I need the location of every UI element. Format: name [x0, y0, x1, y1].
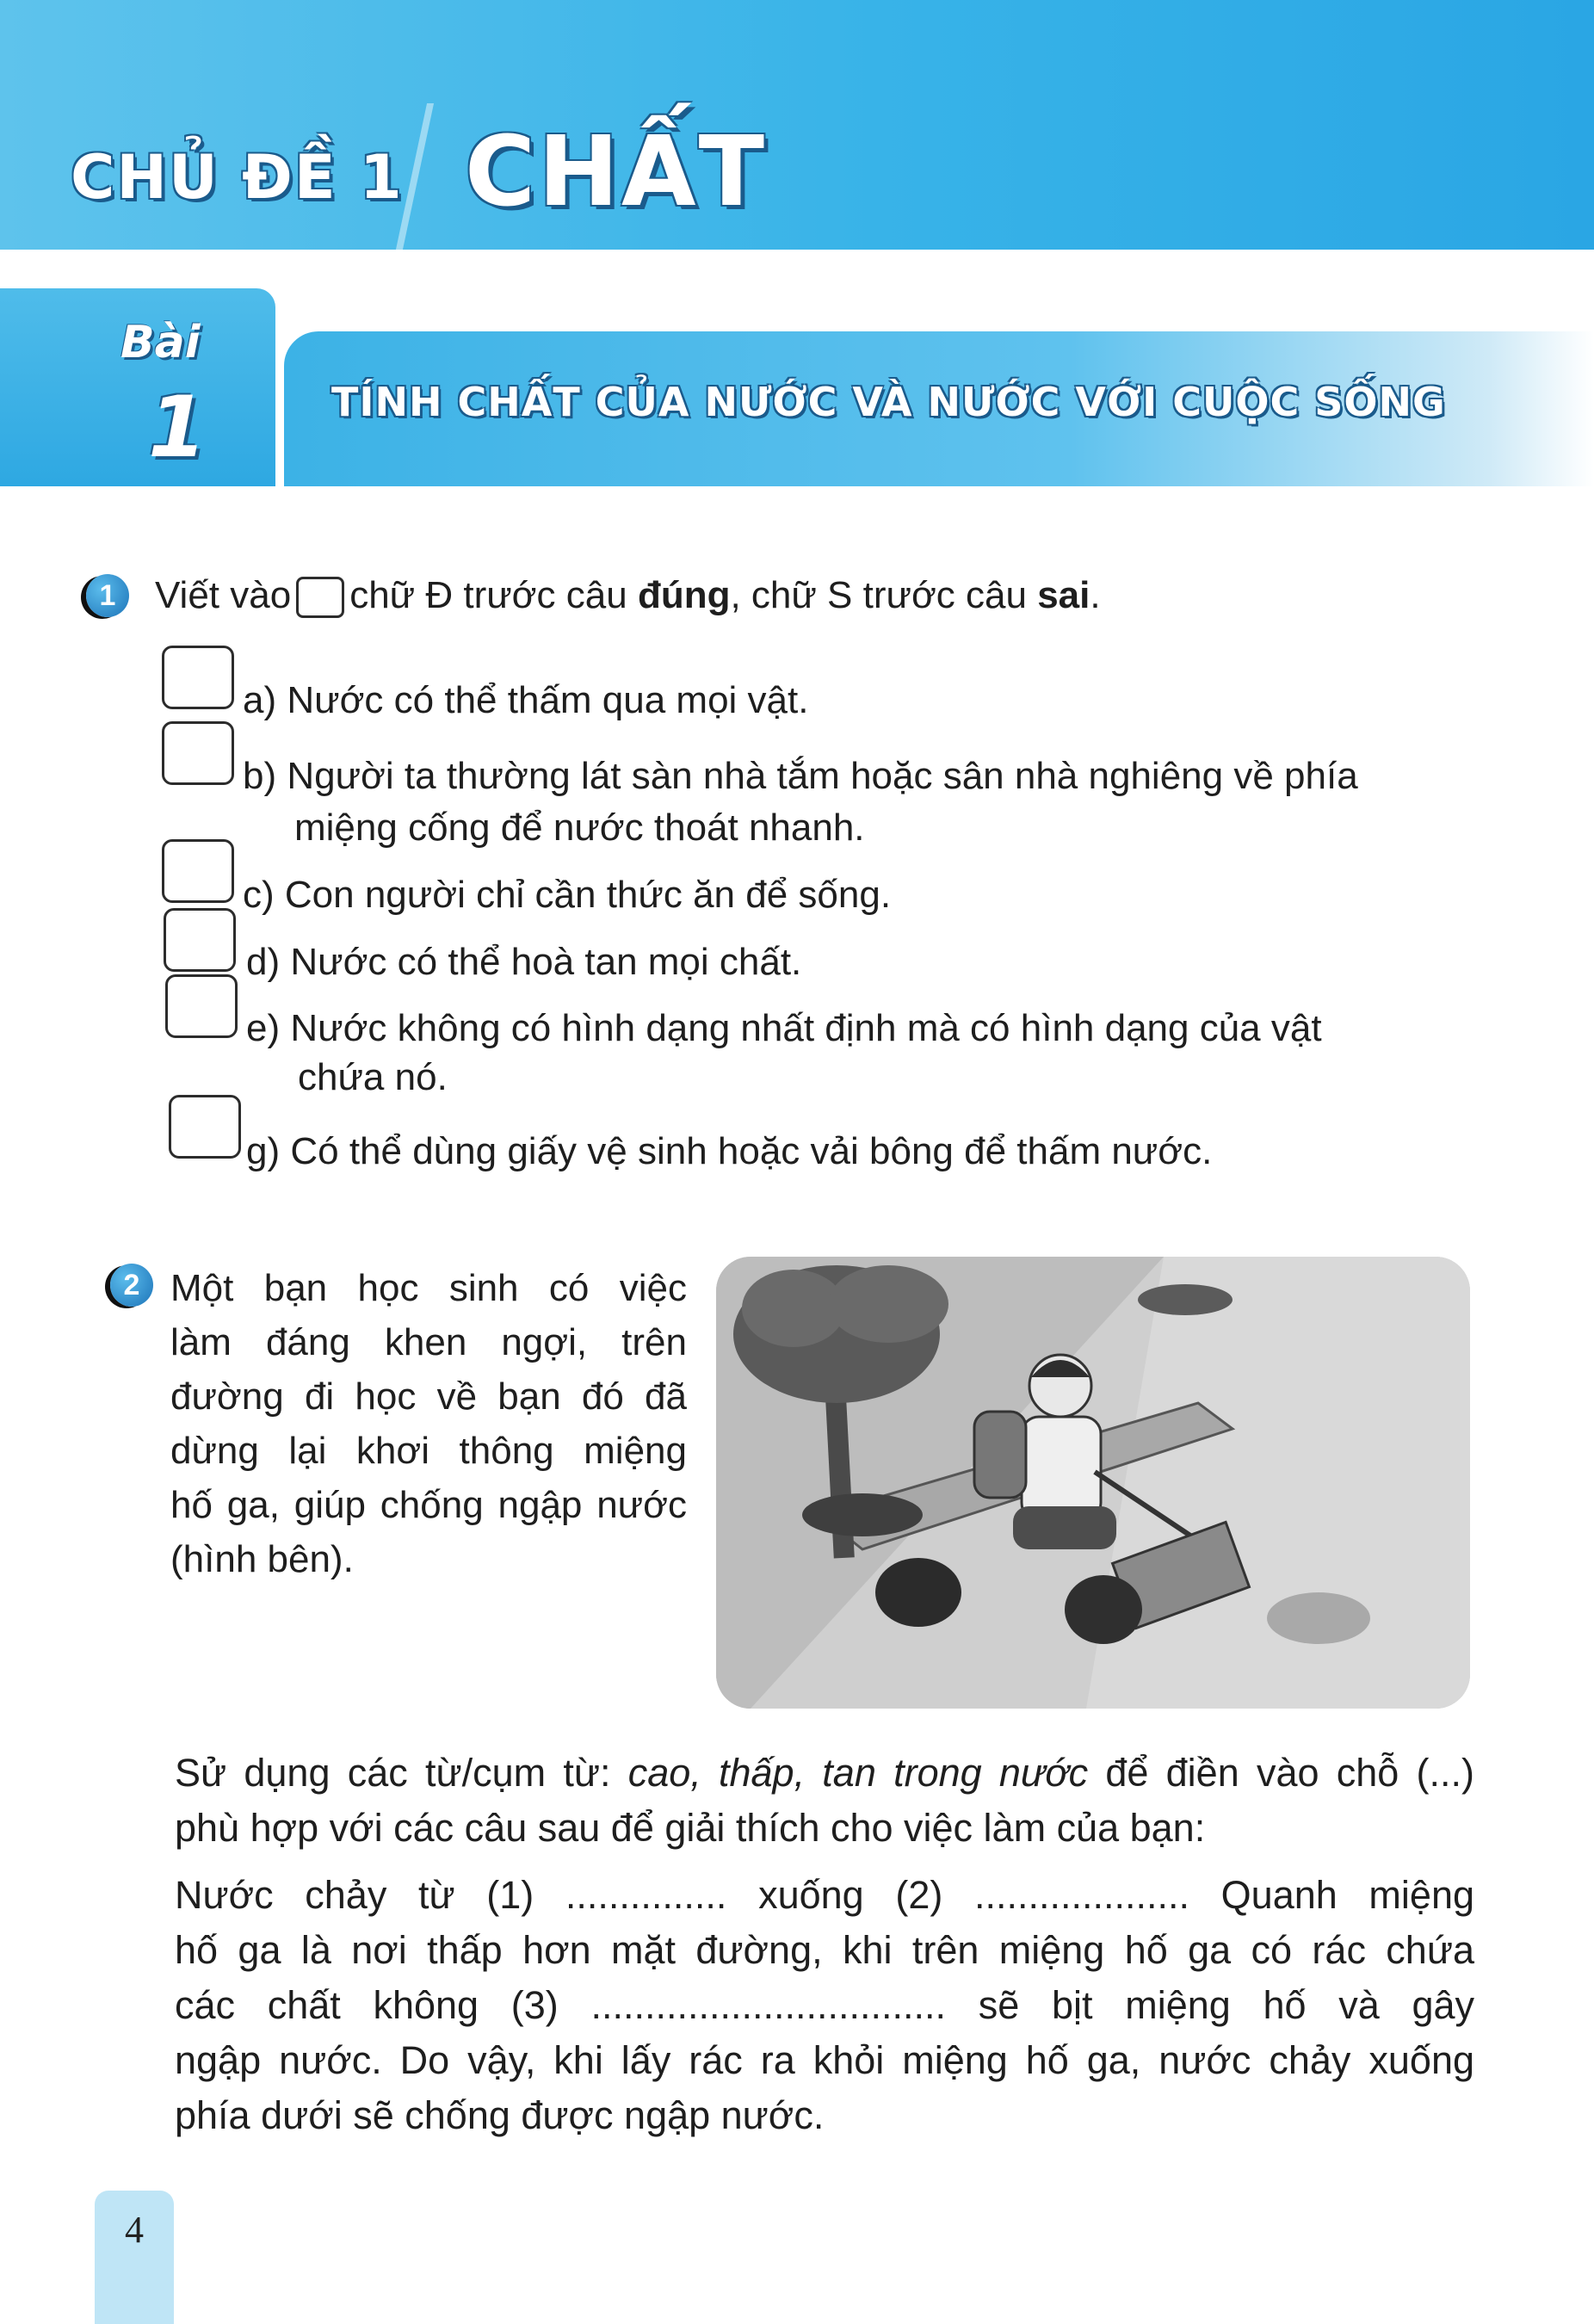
lesson-title: TÍNH CHẤT CỦA NƯỚC VÀ NƯỚC VỚI CUỘC SỐNG — [331, 379, 1446, 425]
question-2-instruction — [175, 1746, 1474, 1856]
intro-line: làm đáng khen ngợi, trên — [170, 1321, 687, 1363]
item-b-line1: b) Người ta thường lát sàn nhà tắm hoặc sân nhà nghiêng về phía — [243, 755, 1358, 797]
intro-line: Một bạn học sinh có việc — [170, 1267, 687, 1309]
answer-box-d[interactable] — [164, 908, 236, 972]
instruction-line-1 — [175, 1746, 1474, 1801]
prompt-bold-wrong: sai — [1037, 574, 1090, 616]
topic-title: CHẤT — [465, 116, 768, 228]
item-e-line1: e) Nước không có hình dạng nhất định mà có hình dạng của vật — [246, 1007, 1322, 1049]
item-b-line2: miệng cống để nước thoát nhanh. — [294, 807, 865, 849]
drain-illustration — [716, 1257, 1470, 1709]
answer-box-c[interactable] — [162, 839, 234, 903]
prompt-start: Viết vào — [155, 574, 292, 616]
intro-line: hố ga, giúp chống ngập nước — [170, 1484, 687, 1526]
intro-line: dừng lại khơi thông miệng — [170, 1430, 687, 1472]
answer-box-b[interactable] — [162, 721, 234, 785]
answer-box-a[interactable] — [162, 646, 234, 709]
item-c: c) Con người chỉ cần thức ăn để sống. — [243, 874, 892, 916]
answer-box-g[interactable] — [169, 1095, 241, 1159]
sample-box-icon — [296, 577, 344, 618]
instruction-words: cao, thấp, tan trong nước — [627, 1751, 1089, 1795]
page-number: 4 — [125, 2209, 144, 2251]
fill-line: phía dưới sẽ chống được ngập nước. — [175, 2093, 825, 2137]
question-2-intro — [170, 1261, 687, 1586]
item-d: d) Nước có thể hoà tan mọi chất. — [246, 941, 802, 983]
prompt-mid2: , chữ S trước câu — [730, 574, 1038, 616]
item-a: a) Nước có thể thấm qua mọi vật. — [243, 679, 809, 721]
answer-box-e[interactable] — [165, 974, 238, 1038]
instruction-start: Sử dụng các từ/cụm từ: — [175, 1751, 628, 1795]
lesson-number: 1 — [148, 379, 207, 477]
page-number-tab — [95, 2191, 174, 2324]
question-1-prompt — [155, 570, 1101, 621]
fill-line: hố ga là nơi thấp hơn mặt đường, khi trên miệng hố ga có rác chứa — [175, 1928, 1474, 1972]
prompt-mid: chữ Đ trước câu — [349, 574, 638, 616]
instruction-line-2: phù hợp với các câu sau để giải thích cho việc làm của bạn: — [175, 1806, 1206, 1850]
prompt-bold-correct: đúng — [637, 574, 731, 616]
lesson-word: Bài — [120, 317, 201, 368]
question-2-fill-paragraph — [175, 1868, 1474, 2143]
item-e-line2: chứa nó. — [298, 1056, 448, 1098]
fill-line: các chất không (3) ................................. sẽ bịt miệng hố và gây — [175, 1983, 1474, 2027]
item-g: g) Có thể dùng giấy vệ sinh hoặc vải bông để thấm nước. — [246, 1130, 1213, 1172]
fill-line: ngập nước. Do vậy, khi lấy rác ra khỏi miệng hố ga, nước chảy xuống — [175, 2038, 1474, 2082]
intro-line: đường đi học về bạn đó đã — [170, 1375, 687, 1418]
instruction-end: để điền vào chỗ (...) — [1088, 1751, 1475, 1795]
prompt-end: . — [1090, 574, 1101, 616]
topic-label: CHỦ ĐỀ 1 — [71, 142, 404, 213]
intro-line: (hình bên). — [170, 1538, 354, 1580]
drain-scene-image — [716, 1257, 1470, 1709]
question-2-badge: 2 — [110, 1264, 153, 1307]
fill-line: Nước chảy từ (1) ............... xuống (2) .................... Quanh miệng — [175, 1873, 1474, 1917]
question-1-badge: 1 — [86, 574, 129, 617]
